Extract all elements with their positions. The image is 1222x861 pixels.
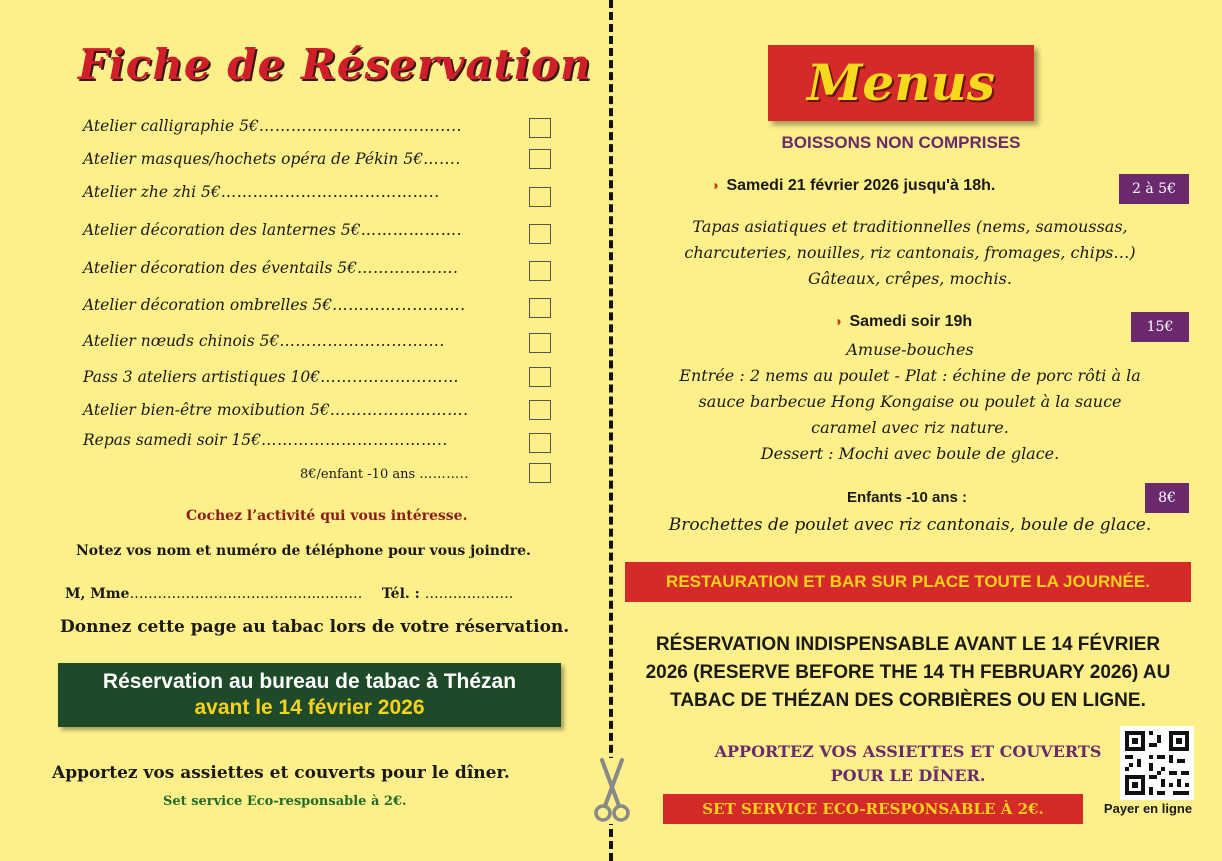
list-item <box>300 467 469 482</box>
item-dots: ….... <box>423 150 461 168</box>
menu-line: Gâteaux, crêpes, mochis. <box>808 269 1012 288</box>
checkbox-calligraphie[interactable] <box>529 118 551 138</box>
item-label: Atelier décoration des lanternes 5€ <box>83 221 361 239</box>
reservation-notice <box>622 631 1194 715</box>
item-label: Atelier calligraphie 5€ <box>83 117 259 135</box>
item-label: Pass 3 ateliers artistiques 10€ <box>83 368 321 386</box>
kids-menu: Brochettes de poulet avec riz cantonais, boule de glace. <box>668 515 1152 535</box>
menu-line: caramel avec riz nature. <box>811 418 1009 437</box>
menu-line: Dessert : Mochi avec boule de glace. <box>760 444 1060 463</box>
eco-banner: SET SERVICE ECO-RESPONSABLE À 2€. <box>663 794 1083 824</box>
menu-line: sauce barbecue Hong Kongaise ou poulet à la sauce <box>698 392 1122 411</box>
menus-title: Menus <box>806 53 995 112</box>
list-item <box>83 221 462 239</box>
list-item <box>83 368 459 386</box>
checkbox-noeuds[interactable] <box>529 333 551 353</box>
menus-title-box <box>768 45 1034 121</box>
bullet-icon: ◗ <box>712 177 721 193</box>
list-item <box>83 259 458 277</box>
reservation-line-1: Réservation au bureau de tabac à Thézan <box>102 670 517 693</box>
notice-line: TABAC DE THÉZAN DES CORBIÈRES OU EN LIGNE. <box>670 690 1146 711</box>
instruction-cochez: Cochez l’activité qui vous intéresse. <box>186 508 468 524</box>
notice-line: 2026 (RESERVE BEFORE THE 14 TH FEBRUARY 2026) AU <box>645 662 1171 683</box>
price-badge: 15€ <box>1131 312 1189 342</box>
item-label: 8€/enfant -10 ans <box>300 467 416 482</box>
day-heading <box>712 177 995 195</box>
item-dots: …………………………. <box>279 332 445 350</box>
price-badge: 8€ <box>1145 483 1189 513</box>
list-item <box>83 150 461 168</box>
reservation-line-2: avant le 14 février 2026 <box>194 696 425 719</box>
kids-heading: Enfants -10 ans : <box>847 489 968 506</box>
item-dots: ………………. <box>360 221 463 239</box>
name-field[interactable]: …………………………………..……… <box>129 586 363 602</box>
name-label: M, Mme <box>65 586 130 602</box>
reservation-banner <box>58 663 561 727</box>
list-item <box>83 332 445 350</box>
notice-line: APPORTEZ VOS ASSIETTES ET COUVERTS <box>714 742 1102 761</box>
list-item <box>83 431 448 449</box>
item-label: Atelier bien-être moxibution 5€ <box>83 401 330 419</box>
item-label: Atelier masques/hochets opéra de Pékin 5€ <box>83 150 424 168</box>
item-dots: ……….……………. <box>329 401 469 419</box>
item-dots: ……………………. <box>332 296 466 314</box>
item-dots: ……………………………..... <box>258 117 462 135</box>
menu-line: Tapas asiatiques et traditionnelles (nems, samoussas, <box>692 217 1128 236</box>
contact-line <box>65 586 513 602</box>
checkbox-masques[interactable] <box>529 149 551 169</box>
item-label: Atelier décoration des éventails 5€ <box>83 259 357 277</box>
cut-line <box>609 0 613 861</box>
notice-line: RÉSERVATION INDISPENSABLE AVANT LE 14 FÉVRIER <box>655 634 1161 655</box>
checkbox-eventails[interactable] <box>529 261 551 281</box>
evening-menu <box>630 337 1190 467</box>
qr-code-icon[interactable] <box>1120 726 1194 800</box>
checkbox-enfant[interactable] <box>529 463 551 483</box>
apportez-note: Apportez vos assiettes et couverts pour le dîner. <box>52 763 510 783</box>
tel-label: Tél. : <box>381 586 420 602</box>
item-dots: ………………………………….. <box>220 183 440 201</box>
menu-line: charcuteries, nouilles, riz cantonais, fromages, chips…) <box>684 243 1136 262</box>
item-label: Atelier zhe zhi 5€ <box>83 183 221 201</box>
tel-field[interactable]: ………………. <box>424 586 514 602</box>
payer-label: Payer en ligne <box>1103 801 1193 816</box>
day-heading-text: Samedi 21 février 2026 jusqu'à 18h. <box>726 177 996 194</box>
page-title: Fiche de Réservation <box>78 40 592 89</box>
instruction-notez: Notez vos nom et numéro de téléphone pour vous joindre. <box>76 543 531 559</box>
list-item <box>83 296 466 314</box>
instruction-donnez: Donnez cette page au tabac lors de votre réservation. <box>60 617 570 637</box>
scissors-icon <box>592 758 632 824</box>
bullet-icon: ◗ <box>835 313 844 329</box>
menu-line: Amuse-bouches <box>846 340 974 359</box>
day-menu <box>640 214 1180 292</box>
list-item <box>83 117 462 135</box>
eco-note: Set service Eco-responsable à 2€. <box>163 794 407 809</box>
price-badge: 2 à 5€ <box>1119 174 1189 204</box>
menu-line: Entrée : 2 nems au poulet - Plat : échine de porc rôti à la <box>679 366 1141 385</box>
checkbox-repas[interactable] <box>529 433 551 453</box>
checkbox-lanternes[interactable] <box>529 224 551 244</box>
restauration-banner: RESTAURATION ET BAR SUR PLACE TOUTE LA JOURNÉE. <box>625 562 1191 602</box>
boissons-note: BOISSONS NON COMPRISES <box>781 133 1021 152</box>
item-dots: ……..……………… <box>320 368 459 386</box>
item-dots: ………………. <box>356 259 459 277</box>
apportez-notice <box>700 740 1116 788</box>
list-item <box>83 401 469 419</box>
evening-heading-text: Samedi soir 19h <box>849 313 973 330</box>
item-label: Atelier décoration ombrelles 5€ <box>83 296 333 314</box>
checkbox-moxibution[interactable] <box>529 400 551 420</box>
list-item <box>83 183 440 201</box>
evening-heading <box>835 313 972 331</box>
checkbox-zhe-zhi[interactable] <box>529 187 551 207</box>
checkbox-pass[interactable] <box>529 367 551 387</box>
checkbox-ombrelles[interactable] <box>529 298 551 318</box>
item-dots: …………………………….. <box>260 431 448 449</box>
item-label: Repas samedi soir 15€ <box>83 431 261 449</box>
notice-line: POUR LE DÎNER. <box>830 766 986 785</box>
item-dots: ……….. <box>419 467 470 482</box>
item-label: Atelier nœuds chinois 5€ <box>83 332 280 350</box>
